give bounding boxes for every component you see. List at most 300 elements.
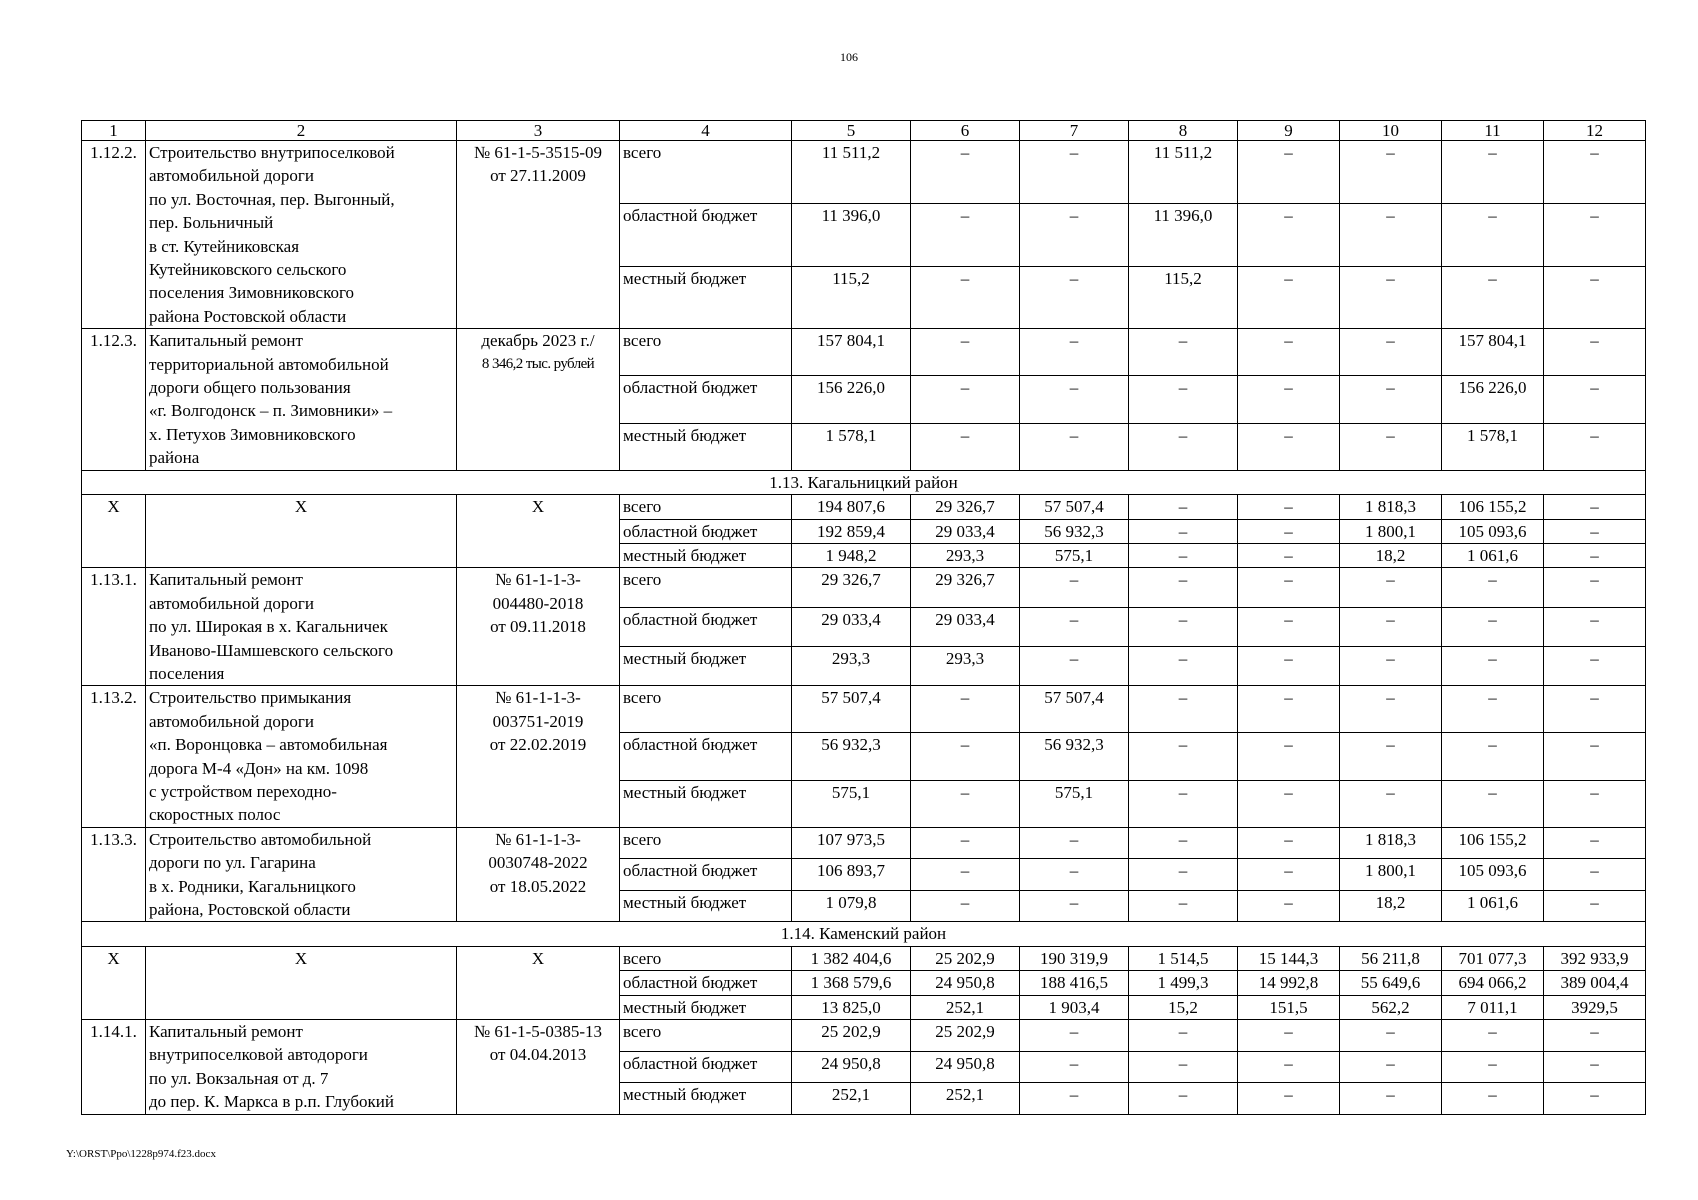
amount-cell: –: [1129, 543, 1238, 567]
item-name-line: по ул. Вокзальная от д. 7: [149, 1068, 329, 1088]
document-line: 8 346,2 тыс. рублей: [481, 355, 595, 372]
table-row: [82, 568, 1646, 607]
funding-source: местный бюджет: [620, 647, 792, 686]
header-cell: 7: [1020, 121, 1129, 141]
amount-cell: –: [1544, 495, 1646, 519]
amount-cell: –: [911, 141, 1020, 204]
amount-cell: 105 093,6: [1442, 859, 1544, 891]
amount-cell: –: [1129, 423, 1238, 470]
item-name: [146, 495, 457, 568]
amount-cell: –: [1020, 607, 1129, 646]
amount-cell: 18,2: [1340, 890, 1442, 922]
amount-cell: –: [1238, 686, 1340, 733]
amount-cell: 1 818,3: [1340, 827, 1442, 859]
funding-source: местный бюджет: [620, 780, 792, 827]
table-row: [82, 686, 1646, 733]
amount-cell: –: [1544, 568, 1646, 607]
amount-cell: –: [1544, 543, 1646, 567]
item-name: [146, 686, 457, 827]
item-number: Х: [82, 946, 146, 1019]
amount-cell: –: [1238, 1051, 1340, 1083]
funding-source: всего: [620, 495, 792, 519]
funding-source: областной бюджет: [620, 971, 792, 995]
item-name-line: по ул. Восточная, пер. Выгонный,: [149, 189, 395, 209]
amount-cell: 1 368 579,6: [792, 971, 911, 995]
section-row: [82, 470, 1646, 494]
amount-cell: –: [911, 890, 1020, 922]
amount-cell: 18,2: [1340, 543, 1442, 567]
amount-cell: 15 144,3: [1238, 946, 1340, 970]
item-name-line: Капитальный ремонт: [149, 570, 303, 590]
item-name: [146, 946, 457, 1019]
amount-cell: –: [1020, 1083, 1129, 1115]
amount-cell: –: [1129, 568, 1238, 607]
amount-cell: –: [1238, 329, 1340, 376]
amount-cell: –: [1129, 686, 1238, 733]
amount-cell: 1 903,4: [1020, 995, 1129, 1019]
amount-cell: 14 992,8: [1238, 971, 1340, 995]
amount-cell: 575,1: [1020, 543, 1129, 567]
amount-cell: –: [1442, 780, 1544, 827]
amount-cell: 56 932,3: [792, 733, 911, 780]
amount-cell: –: [1544, 890, 1646, 922]
section-title: 1.14. Каменский район: [82, 922, 1646, 946]
amount-cell: –: [1020, 376, 1129, 423]
item-name: [146, 141, 457, 329]
item-number: 1.12.2.: [82, 141, 146, 329]
amount-cell: 1 514,5: [1129, 946, 1238, 970]
amount-cell: –: [1129, 607, 1238, 646]
document-line: от 04.04.2013: [489, 1045, 587, 1065]
amount-cell: 194 807,6: [792, 495, 911, 519]
amount-cell: 1 578,1: [792, 423, 911, 470]
amount-cell: –: [1544, 376, 1646, 423]
header-cell: 3: [457, 121, 620, 141]
funding-source: местный бюджет: [620, 543, 792, 567]
amount-cell: –: [1442, 607, 1544, 646]
document-line: № 61-1-5-0385-13: [473, 1022, 603, 1042]
amount-cell: 56 211,8: [1340, 946, 1442, 970]
amount-cell: –: [1544, 647, 1646, 686]
amount-cell: –: [911, 733, 1020, 780]
funding-source: всего: [620, 568, 792, 607]
amount-cell: –: [1238, 607, 1340, 646]
amount-cell: –: [1129, 1051, 1238, 1083]
item-name-line: автомобильной дороги: [149, 711, 314, 731]
amount-cell: 106 155,2: [1442, 495, 1544, 519]
amount-cell: –: [1238, 827, 1340, 859]
funding-source: областной бюджет: [620, 1051, 792, 1083]
item-name-line: «п. Воронцовка – автомобильная: [149, 735, 388, 755]
amount-cell: –: [1544, 423, 1646, 470]
amount-cell: –: [1020, 568, 1129, 607]
item-name-line: «г. Волгодонск – п. Зимовники» –: [149, 401, 393, 421]
amount-cell: –: [1238, 519, 1340, 543]
funding-source: местный бюджет: [620, 890, 792, 922]
amount-cell: –: [1020, 203, 1129, 266]
item-name-line: района, Ростовской области: [149, 900, 351, 919]
document-reference: [457, 1020, 620, 1115]
amount-cell: –: [911, 423, 1020, 470]
amount-cell: 694 066,2: [1442, 971, 1544, 995]
amount-cell: 24 950,8: [911, 1051, 1020, 1083]
item-name-line: Строительство автомобильной: [149, 829, 372, 849]
amount-cell: –: [1129, 329, 1238, 376]
amount-cell: 11 396,0: [1129, 203, 1238, 266]
header-cell: 12: [1544, 121, 1646, 141]
amount-cell: 57 507,4: [792, 686, 911, 733]
funding-source: областной бюджет: [620, 859, 792, 891]
section-row: [82, 922, 1646, 946]
amount-cell: 115,2: [792, 266, 911, 329]
amount-cell: –: [1129, 827, 1238, 859]
amount-cell: 115,2: [1129, 266, 1238, 329]
amount-cell: 29 326,7: [911, 568, 1020, 607]
document-reference: [457, 827, 620, 922]
amount-cell: –: [1544, 1020, 1646, 1052]
amount-cell: –: [1129, 780, 1238, 827]
amount-cell: 29 033,4: [911, 607, 1020, 646]
document-reference: [457, 568, 620, 686]
section-title: 1.13. Кагальницкий район: [82, 470, 1646, 494]
amount-cell: 252,1: [911, 1083, 1020, 1115]
item-name-line: х. Петухов Зимовниковского: [149, 424, 356, 444]
amount-cell: –: [911, 686, 1020, 733]
amount-cell: 575,1: [792, 780, 911, 827]
item-number: 1.12.3.: [82, 329, 146, 470]
amount-cell: –: [1238, 890, 1340, 922]
amount-cell: –: [1544, 607, 1646, 646]
funding-source: местный бюджет: [620, 423, 792, 470]
item-name-line: с устройством переходно-: [149, 781, 337, 801]
table-row: [82, 827, 1646, 859]
header-cell: 9: [1238, 121, 1340, 141]
amount-cell: 11 511,2: [1129, 141, 1238, 204]
amount-cell: –: [1238, 203, 1340, 266]
amount-cell: –: [1238, 780, 1340, 827]
document-line: декабрь 2023 г./: [481, 331, 595, 351]
amount-cell: –: [1340, 203, 1442, 266]
document-line: Х: [531, 948, 545, 968]
amount-cell: –: [911, 780, 1020, 827]
amount-cell: –: [1020, 827, 1129, 859]
amount-cell: –: [1020, 1020, 1129, 1052]
amount-cell: –: [1442, 141, 1544, 204]
amount-cell: 1 800,1: [1340, 859, 1442, 891]
header-cell: 8: [1129, 121, 1238, 141]
funding-source: областной бюджет: [620, 519, 792, 543]
amount-cell: –: [1544, 780, 1646, 827]
amount-cell: –: [1544, 1051, 1646, 1083]
amount-cell: –: [1129, 733, 1238, 780]
amount-cell: 1 079,8: [792, 890, 911, 922]
amount-cell: –: [1238, 733, 1340, 780]
amount-cell: –: [1020, 141, 1129, 204]
amount-cell: –: [1340, 266, 1442, 329]
document-line: № 61-1-1-3-: [495, 829, 581, 849]
amount-cell: –: [1238, 376, 1340, 423]
amount-cell: –: [1238, 543, 1340, 567]
table-row: [82, 141, 1646, 204]
amount-cell: –: [1238, 495, 1340, 519]
amount-cell: –: [1442, 1020, 1544, 1052]
amount-cell: 575,1: [1020, 780, 1129, 827]
item-name-line: Кутейниковского сельского: [149, 260, 347, 280]
amount-cell: –: [1340, 647, 1442, 686]
funding-source: местный бюджет: [620, 995, 792, 1019]
header-cell: 1: [82, 121, 146, 141]
amount-cell: –: [1129, 376, 1238, 423]
amount-cell: –: [1340, 423, 1442, 470]
amount-cell: 15,2: [1129, 995, 1238, 1019]
amount-cell: –: [1129, 519, 1238, 543]
item-name: [146, 1020, 457, 1115]
amount-cell: 24 950,8: [911, 971, 1020, 995]
item-name-line: Строительство примыкания: [149, 688, 352, 708]
header-cell: 5: [792, 121, 911, 141]
amount-cell: –: [1544, 686, 1646, 733]
amount-cell: 1 061,6: [1442, 890, 1544, 922]
document-line: от 27.11.2009: [490, 166, 586, 186]
amount-cell: 55 649,6: [1340, 971, 1442, 995]
item-name-line: автомобильной дороги: [149, 593, 314, 613]
item-number: Х: [82, 495, 146, 568]
amount-cell: –: [911, 376, 1020, 423]
table-row: [82, 1020, 1646, 1052]
amount-cell: 293,3: [911, 543, 1020, 567]
amount-cell: –: [1020, 890, 1129, 922]
amount-cell: –: [1544, 203, 1646, 266]
amount-cell: –: [1129, 890, 1238, 922]
amount-cell: –: [1340, 1083, 1442, 1115]
amount-cell: –: [1340, 329, 1442, 376]
document-line: № 61-1-1-3-: [495, 570, 581, 590]
amount-cell: 25 202,9: [792, 1020, 911, 1052]
amount-cell: –: [911, 266, 1020, 329]
amount-cell: 1 818,3: [1340, 495, 1442, 519]
amount-cell: 29 326,7: [792, 568, 911, 607]
item-name-line: пер. Больничный: [149, 213, 274, 233]
amount-cell: 157 804,1: [792, 329, 911, 376]
item-number: 1.14.1.: [82, 1020, 146, 1115]
amount-cell: 562,2: [1340, 995, 1442, 1019]
document-line: 004480-2018: [492, 593, 584, 613]
amount-cell: –: [1238, 859, 1340, 891]
amount-cell: –: [1238, 141, 1340, 204]
amount-cell: –: [1544, 827, 1646, 859]
amount-cell: 56 932,3: [1020, 519, 1129, 543]
amount-cell: –: [1340, 376, 1442, 423]
item-name-line: района: [149, 448, 200, 468]
header-row: [82, 121, 1646, 141]
item-name-line: поселения: [149, 663, 225, 683]
amount-cell: –: [1129, 495, 1238, 519]
item-name: [146, 827, 457, 922]
item-name-line: дороги общего пользования: [149, 378, 351, 398]
funding-source: всего: [620, 141, 792, 204]
document-line: от 22.02.2019: [489, 735, 587, 755]
amount-cell: 156 226,0: [1442, 376, 1544, 423]
item-name-line: Капитальный ремонт: [149, 331, 303, 351]
amount-cell: 105 093,6: [1442, 519, 1544, 543]
amount-cell: 1 382 404,6: [792, 946, 911, 970]
amount-cell: 11 511,2: [792, 141, 911, 204]
table-row: [82, 329, 1646, 376]
amount-cell: 24 950,8: [792, 1051, 911, 1083]
amount-cell: –: [1020, 859, 1129, 891]
amount-cell: –: [1442, 733, 1544, 780]
amount-cell: 106 155,2: [1442, 827, 1544, 859]
amount-cell: –: [1442, 647, 1544, 686]
amount-cell: –: [1340, 1051, 1442, 1083]
funding-source: местный бюджет: [620, 266, 792, 329]
item-number: 1.13.1.: [82, 568, 146, 686]
amount-cell: –: [1544, 1083, 1646, 1115]
document-reference: [457, 946, 620, 1019]
item-name: [146, 329, 457, 470]
amount-cell: 57 507,4: [1020, 495, 1129, 519]
amount-cell: –: [1238, 266, 1340, 329]
item-name-line: Иваново-Шамшевского сельского: [149, 640, 394, 660]
amount-cell: –: [1442, 1051, 1544, 1083]
page-number: 106: [840, 50, 858, 64]
amount-cell: –: [1020, 647, 1129, 686]
item-name-line: поселения Зимовниковского: [149, 283, 355, 303]
amount-cell: 192 859,4: [792, 519, 911, 543]
amount-cell: 701 077,3: [1442, 946, 1544, 970]
funding-source: областной бюджет: [620, 733, 792, 780]
amount-cell: 7 011,1: [1442, 995, 1544, 1019]
table-body: [82, 121, 1646, 1115]
amount-cell: 1 578,1: [1442, 423, 1544, 470]
item-name-line: Строительство внутрипоселковой: [149, 143, 395, 162]
amount-cell: –: [1544, 266, 1646, 329]
amount-cell: 1 061,6: [1442, 543, 1544, 567]
document-line: от 09.11.2018: [490, 617, 586, 637]
amount-cell: –: [1238, 1083, 1340, 1115]
item-name-line: Капитальный ремонт: [149, 1022, 303, 1042]
document-line: от 18.05.2022: [489, 876, 587, 896]
amount-cell: 389 004,4: [1544, 971, 1646, 995]
amount-cell: 3929,5: [1544, 995, 1646, 1019]
funding-source: местный бюджет: [620, 1083, 792, 1115]
amount-cell: –: [911, 827, 1020, 859]
document-line: 0030748-2022: [488, 853, 588, 873]
amount-cell: 151,5: [1238, 995, 1340, 1019]
amount-cell: 1 948,2: [792, 543, 911, 567]
amount-cell: 252,1: [792, 1083, 911, 1115]
amount-cell: –: [1544, 733, 1646, 780]
amount-cell: 188 416,5: [1020, 971, 1129, 995]
amount-cell: 29 033,4: [911, 519, 1020, 543]
amount-cell: 293,3: [911, 647, 1020, 686]
item-number: 1.13.2.: [82, 686, 146, 827]
header-cell: 6: [911, 121, 1020, 141]
amount-cell: –: [1544, 519, 1646, 543]
item-name-line: автомобильной дороги: [149, 166, 314, 186]
amount-cell: 252,1: [911, 995, 1020, 1019]
amount-cell: –: [1020, 266, 1129, 329]
amount-cell: 156 226,0: [792, 376, 911, 423]
amount-cell: 13 825,0: [792, 995, 911, 1019]
amount-cell: 25 202,9: [911, 946, 1020, 970]
amount-cell: –: [911, 329, 1020, 376]
amount-cell: 56 932,3: [1020, 733, 1129, 780]
amount-cell: –: [911, 859, 1020, 891]
amount-cell: 392 933,9: [1544, 946, 1646, 970]
document-line: № 61-1-5-3515-09: [473, 143, 603, 162]
amount-cell: –: [1340, 686, 1442, 733]
amount-cell: –: [1020, 423, 1129, 470]
amount-cell: –: [1340, 780, 1442, 827]
amount-cell: –: [1544, 859, 1646, 891]
table-row: [82, 495, 1646, 519]
header-cell: 4: [620, 121, 792, 141]
amount-cell: –: [1129, 1083, 1238, 1115]
amount-cell: –: [1238, 1020, 1340, 1052]
item-name-line: внутрипоселковой автодороги: [149, 1045, 368, 1065]
amount-cell: 25 202,9: [911, 1020, 1020, 1052]
amount-cell: 106 893,7: [792, 859, 911, 891]
amount-cell: 29 033,4: [792, 607, 911, 646]
amount-cell: –: [911, 203, 1020, 266]
amount-cell: 107 973,5: [792, 827, 911, 859]
funding-source: всего: [620, 329, 792, 376]
item-name-line: в ст. Кутейниковская: [149, 236, 300, 256]
item-name: [146, 568, 457, 686]
file-path-footer: Y:\ORST\Ppo\1228p974.f23.docx: [66, 1148, 216, 1160]
amount-cell: 293,3: [792, 647, 911, 686]
amount-cell: –: [1020, 329, 1129, 376]
amount-cell: –: [1238, 568, 1340, 607]
amount-cell: –: [1129, 1020, 1238, 1052]
amount-cell: 1 499,3: [1129, 971, 1238, 995]
amount-cell: –: [1544, 329, 1646, 376]
header-cell: 2: [146, 121, 457, 141]
amount-cell: –: [1442, 1083, 1544, 1115]
amount-cell: –: [1340, 141, 1442, 204]
amount-cell: –: [1442, 203, 1544, 266]
funding-source: всего: [620, 827, 792, 859]
item-name-line: Х: [294, 948, 308, 968]
amount-cell: –: [1544, 141, 1646, 204]
item-name-line: района Ростовской области: [149, 306, 347, 326]
amount-cell: –: [1238, 647, 1340, 686]
amount-cell: 190 319,9: [1020, 946, 1129, 970]
document-line: 003751-2019: [492, 711, 584, 731]
item-name-line: скоростных полос: [149, 805, 281, 825]
amount-cell: –: [1442, 568, 1544, 607]
funding-source: областной бюджет: [620, 376, 792, 423]
document-reference: [457, 495, 620, 568]
header-cell: 11: [1442, 121, 1544, 141]
amount-cell: –: [1020, 1051, 1129, 1083]
amount-cell: –: [1442, 686, 1544, 733]
item-name-line: Х: [294, 497, 308, 517]
amount-cell: 1 800,1: [1340, 519, 1442, 543]
document-line: Х: [531, 497, 545, 517]
item-name-line: дорога М-4 «Дон» на км. 1098: [149, 758, 369, 778]
item-name-line: территориальной автомобильной: [149, 354, 389, 374]
item-name-line: дороги по ул. Гагарина: [149, 853, 316, 873]
item-name-line: до пер. К. Маркса в р.п. Глубокий: [149, 1092, 394, 1112]
amount-cell: –: [1238, 423, 1340, 470]
item-name-line: по ул. Широкая в х. Кагальничек: [149, 617, 388, 637]
amount-cell: –: [1129, 859, 1238, 891]
document-reference: [457, 329, 620, 470]
table-row: [82, 946, 1646, 970]
amount-cell: –: [1340, 733, 1442, 780]
